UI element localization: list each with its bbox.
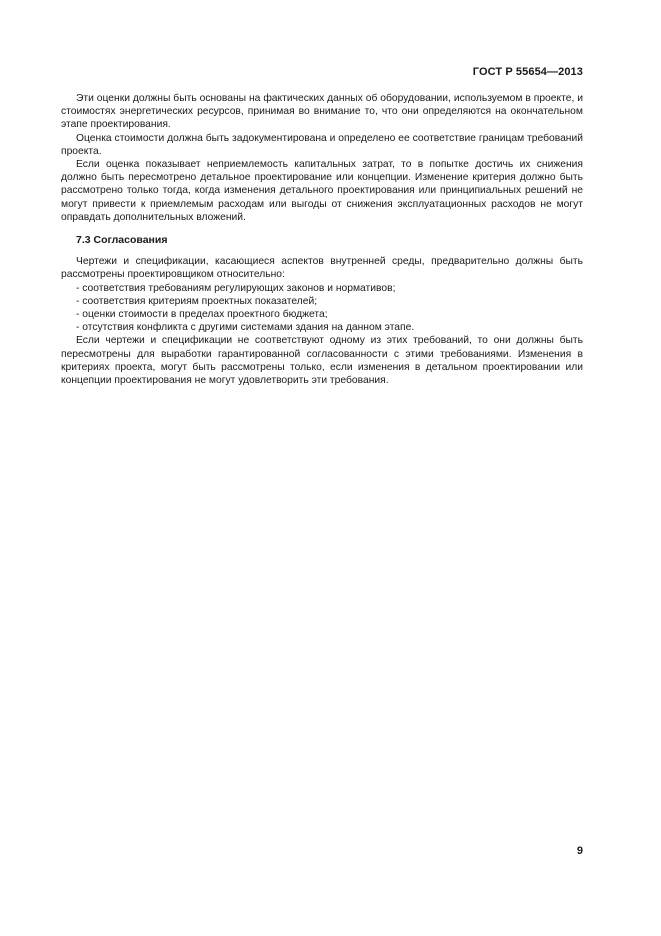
list-item: - отсутствия конфликта с другими системами здания на данном этапе. xyxy=(76,322,415,334)
paragraph-cost-documentation: Оценка стоимости должна быть задокументирована и определено ее соответствие границам требований проекта. xyxy=(61,132,583,157)
section-title-7-3: 7.3 Согласования xyxy=(76,234,168,247)
section-closing-paragraph: Если чертежи и спецификации не соответствуют одному из этих требований, то они должны быть пересмотрены для выработки гарантированной согласованности с этими требованиями. Изменения в критериях проекта, могут быть рассмотрены только, если изменения в детальном проектировании или концепции проектирования не могут удовлетворить эти требования. xyxy=(61,335,583,387)
section-intro-paragraph: Чертежи и спецификации, касающиеся аспектов внутренней среды, предварительно должны быть рассмотрены проектировщиком относительно: xyxy=(61,256,583,281)
list-item: - соответствия критериям проектных показателей; xyxy=(76,295,318,307)
list-item: - соответствия требованиям регулирующих законов и нормативов; xyxy=(76,282,396,294)
list-item: - оценки стоимости в пределах проектного бюджета; xyxy=(76,309,328,321)
requirements-list xyxy=(61,282,583,335)
paragraph-capital-costs: Если оценка показывает неприемлемость капитальных затрат, то в попытке достичь их снижения должно быть пересмотрено детальное проектирование или концепции. Изменение критерия должно быть рассмотрено только тогда, когда изменения детального проектирования или принципиальных решений не могут привести к приемлемым расходам или выгоды от снижения эксплуатационных расходов не могут оправдать дополнительных вложений. xyxy=(61,159,583,223)
page-number: 9 xyxy=(576,845,583,857)
document-code-header: ГОСТ Р 55654—2013 xyxy=(472,66,583,78)
document-body xyxy=(61,92,583,387)
paragraph-estimate-basis: Эти оценки должны быть основаны на фактических данных об оборудовании, используемом в проекте, и стоимостях энергетических ресурсов, принимая во внимание то, что они определяются на окончательном этапе проектирования. xyxy=(61,93,583,131)
